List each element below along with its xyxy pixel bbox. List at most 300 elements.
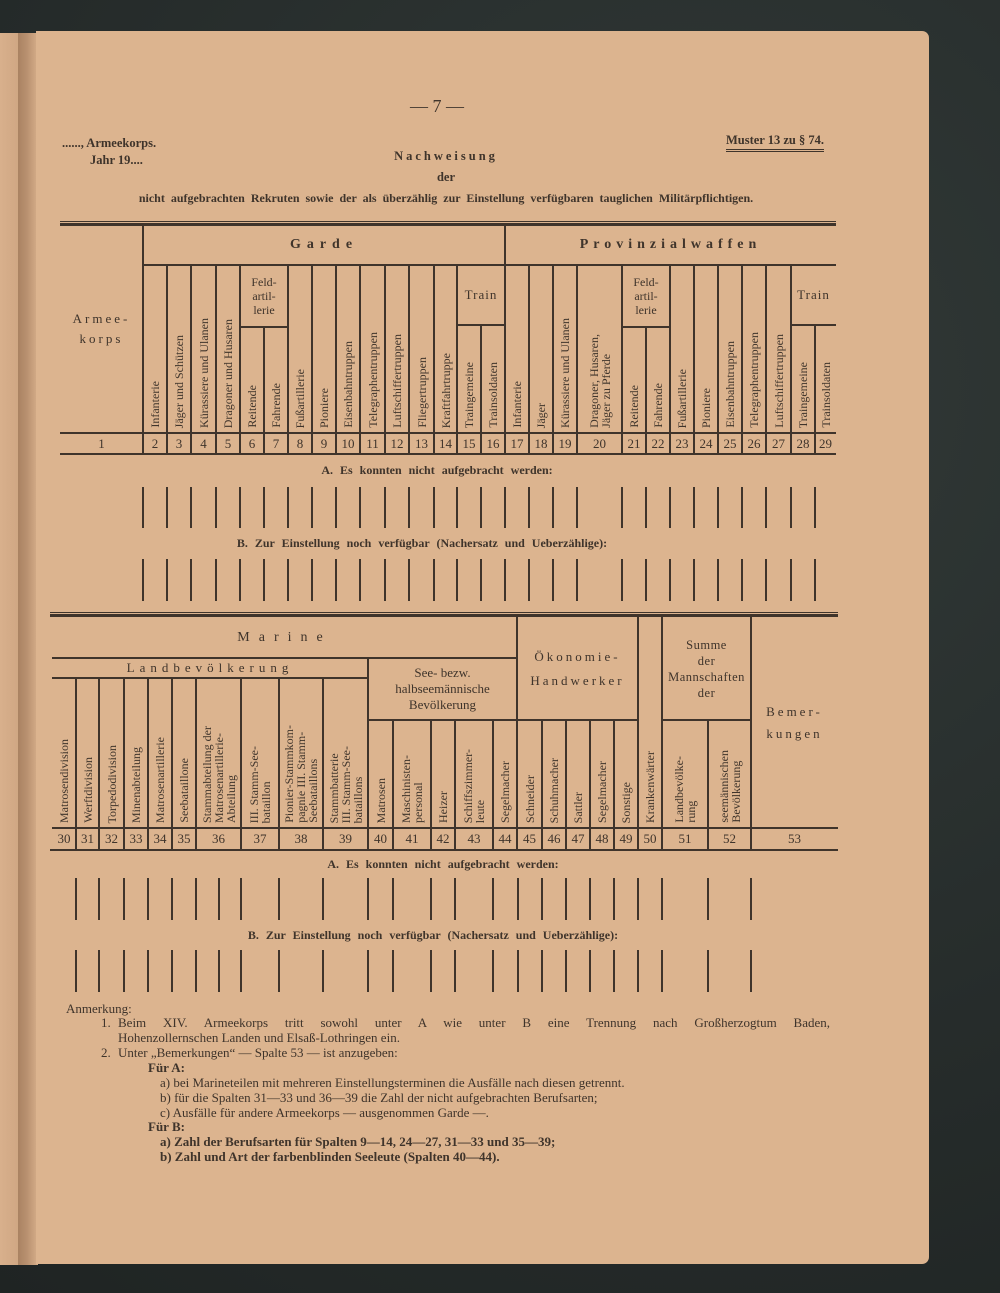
column-label: Heizer <box>436 791 450 823</box>
section-a-label: A. Es konnten nicht aufgebracht werden: <box>321 463 553 477</box>
entry-line <box>480 487 482 528</box>
column-number: 14 <box>439 436 452 451</box>
entry-line <box>75 878 77 920</box>
column-number: 27 <box>772 436 785 451</box>
column-label: Maschinisten- personal <box>399 755 425 823</box>
column-label: Krankenwärter <box>643 751 657 823</box>
vertical-rule <box>190 265 191 454</box>
vertical-rule <box>367 658 369 850</box>
entry-line <box>408 559 410 601</box>
column-label: Matrosendivision <box>57 739 71 823</box>
vertical-rule <box>287 265 288 454</box>
horizontal-rule <box>52 827 838 828</box>
vertical-rule <box>645 327 646 454</box>
document-subtitle: nicht aufgebrachten Rekruten sowie der als überzählig zur Einstellung verfügbaren tauglichen Militärpflichtigen. <box>138 191 754 205</box>
entry-line <box>123 878 125 920</box>
entry-line <box>147 950 149 992</box>
column-label: Reitende <box>627 385 641 428</box>
group-header-seebevoelkerung: See- bezw. halbseemännische Bevölkerung <box>395 665 490 712</box>
column-label: seemännischen Bevölkerung <box>716 750 743 823</box>
column-header <box>718 265 742 433</box>
column-header <box>196 678 241 828</box>
entry-line <box>492 950 494 992</box>
entry-line <box>456 559 458 601</box>
entry-line <box>456 487 458 528</box>
column-header <box>455 720 493 828</box>
entry-line <box>322 878 324 920</box>
column-number: 44 <box>498 831 512 846</box>
entry-line <box>433 487 435 528</box>
form-reference: Muster 13 zu § 74. <box>726 133 824 152</box>
column-header <box>52 678 76 828</box>
column-number: 23 <box>675 436 689 451</box>
vertical-rule <box>392 720 393 850</box>
column-label: Stammbatterie III. Stamm-See- bataillons <box>326 745 365 823</box>
previous-page-edge <box>0 33 20 1265</box>
column-label: Fußartillerie <box>675 368 689 428</box>
column-number: 2 <box>151 436 159 451</box>
column-header <box>517 720 542 828</box>
column-number: 42 <box>436 831 450 846</box>
column-number: 40 <box>374 831 387 846</box>
column-label: Schuhmacher <box>547 757 561 823</box>
column-number: 31 <box>81 831 94 846</box>
entry-line <box>195 950 197 992</box>
entry-line <box>637 878 639 920</box>
vertical-rule <box>166 265 167 454</box>
entry-line <box>311 487 313 528</box>
column-number: 24 <box>699 436 713 451</box>
column-number: 43 <box>467 831 481 846</box>
column-number: 9 <box>320 436 328 451</box>
entry-line <box>384 487 386 528</box>
entry-line <box>814 487 816 528</box>
column-number: 15 <box>462 436 476 451</box>
section-b-label: B. Zur Einstellung noch verfügbar (Nachersatz und Ueberzählige): <box>247 928 619 942</box>
entry-line <box>263 487 265 528</box>
vertical-rule <box>589 720 590 850</box>
column-header <box>505 265 529 433</box>
column-label: Fliegertruppen <box>414 357 429 428</box>
vertical-rule <box>621 265 622 454</box>
column-number: 26 <box>747 436 761 451</box>
entry-line <box>645 487 647 528</box>
entry-line <box>814 559 816 601</box>
column-label: Kraftfahrtruppe <box>438 352 453 428</box>
entry-line <box>480 559 482 601</box>
group-header-train-garde: Train <box>464 287 498 302</box>
column-label: Fahrende <box>651 383 665 428</box>
horizontal-rule <box>60 223 836 226</box>
column-number: 38 <box>294 831 308 846</box>
entry-line <box>123 950 125 992</box>
binding-shadow <box>18 33 38 1265</box>
column-number: 16 <box>486 436 500 451</box>
vertical-rule <box>790 265 791 454</box>
column-label: Eisenbahntruppen <box>341 341 355 428</box>
vertical-rule <box>278 678 279 850</box>
column-header <box>577 265 622 433</box>
vertical-rule <box>335 265 336 454</box>
column-number: 3 <box>175 436 183 451</box>
column-header <box>708 720 751 828</box>
column-number: 37 <box>253 831 267 846</box>
column-label: Reitende <box>245 385 259 428</box>
column-label: Stammabteilung der Matrosenartillerie- Abteilung <box>199 726 238 823</box>
entry-line <box>215 487 217 528</box>
title-der: der <box>436 170 456 184</box>
entry-line <box>215 559 217 601</box>
column-label: Traingemeine <box>796 361 810 428</box>
entry-line <box>166 559 168 601</box>
horizontal-rule <box>52 657 517 658</box>
column-header <box>457 325 481 433</box>
entry-line <box>717 487 719 528</box>
column-header <box>241 678 279 828</box>
vertical-rule <box>322 678 323 850</box>
entry-line <box>359 559 361 601</box>
horizontal-rule <box>368 719 638 720</box>
vertical-rule <box>492 720 493 850</box>
note-for-a-item: b) für die Spalten 31—33 und 36—39 die Zahl der nicht aufgebrachten Berufsarten; <box>160 1090 598 1105</box>
column-header <box>766 265 791 433</box>
column-number: 5 <box>224 436 232 451</box>
column-number: 20 <box>593 436 606 451</box>
entry-line <box>504 559 506 601</box>
column-number: 32 <box>105 831 118 846</box>
note-for-b-label: Für B: <box>148 1119 185 1134</box>
entry-line <box>195 878 197 920</box>
entry-line <box>278 950 280 992</box>
column-label: Dragoner, Husaren, Jäger zu Pferde <box>586 334 613 428</box>
note-text-continued: Hohenzollernschen Landen und Elsaß-Lothringen ein. <box>118 1030 400 1045</box>
entry-line <box>528 559 530 601</box>
vertical-rule <box>661 617 663 850</box>
column-number: 17 <box>510 436 524 451</box>
vertical-rule <box>541 720 542 850</box>
column-label: Telegraphentruppen <box>747 332 761 428</box>
column-header <box>279 678 323 828</box>
column-label: Sattler <box>571 791 585 823</box>
vertical-rule <box>707 720 708 850</box>
entry-line <box>287 559 289 601</box>
column-number: 12 <box>390 436 404 451</box>
column-header <box>368 720 393 828</box>
column-header <box>216 265 240 433</box>
entry-line <box>240 878 242 920</box>
entry-line <box>541 878 543 920</box>
column-header <box>240 327 264 433</box>
column-header <box>670 265 694 433</box>
column-header <box>493 720 517 828</box>
column-number: 19 <box>558 436 572 451</box>
column-number: 21 <box>627 436 641 451</box>
column-header <box>167 265 191 433</box>
vertical-rule <box>765 265 766 454</box>
vertical-rule <box>480 325 481 454</box>
vertical-rule <box>456 265 457 454</box>
vertical-rule <box>576 265 577 454</box>
column-label: Seebataillone <box>177 758 191 823</box>
column-header <box>481 325 505 433</box>
group-header-train-provinz: Train <box>797 287 830 302</box>
vertical-rule <box>195 678 196 850</box>
entry-line <box>322 950 324 992</box>
column-number: 36 <box>212 831 225 846</box>
entry-line <box>218 950 220 992</box>
entry-line <box>430 950 432 992</box>
vertical-rule <box>311 265 312 454</box>
entry-line <box>613 878 615 920</box>
entry-line <box>263 559 265 601</box>
entry-line <box>669 559 671 601</box>
column-number: 30 <box>57 831 71 846</box>
column-label: Minenabteilung <box>129 747 143 823</box>
column-number: 50 <box>643 831 657 846</box>
column-label: Matrosen <box>373 777 388 823</box>
entry-line <box>240 950 242 992</box>
entry-line <box>637 950 639 992</box>
vertical-rule <box>741 265 742 454</box>
horizontal-rule <box>60 221 836 222</box>
group-header-garde: Garde <box>289 237 359 252</box>
column-number: 35 <box>177 831 191 846</box>
entry-line <box>171 950 173 992</box>
note-for-a-item: c) Ausfälle für andere Armeekorps — ausgenommen Garde —. <box>160 1105 489 1120</box>
vertical-rule <box>717 265 718 454</box>
column-number: 22 <box>651 436 665 451</box>
column-header <box>815 325 836 433</box>
entry-line <box>190 487 192 528</box>
column-number: 34 <box>153 831 167 846</box>
column-label: Segelmacher <box>498 761 512 823</box>
group-header-feldartillerie-garde: Feld- artil- lerie <box>251 275 277 317</box>
entry-line <box>589 950 591 992</box>
column-header <box>431 720 455 828</box>
vertical-rule <box>239 265 240 454</box>
vertical-rule <box>814 325 815 454</box>
vertical-rule <box>516 617 518 850</box>
column-number: 45 <box>523 831 536 846</box>
column-header <box>393 720 431 828</box>
column-number: 51 <box>678 831 692 846</box>
column-number: 8 <box>296 436 304 451</box>
vertical-rule <box>637 617 639 850</box>
column-label: Schiffszimmer- leute <box>461 748 487 823</box>
column-label: Jäger <box>534 402 548 428</box>
entry-line <box>278 878 280 920</box>
section-b-label: B. Zur Einstellung noch verfügbar (Nachersatz und Ueberzählige): <box>236 536 608 550</box>
entry-line <box>335 559 337 601</box>
column-label: Schneider <box>522 775 537 823</box>
entry-line <box>707 950 709 992</box>
entry-line <box>589 878 591 920</box>
column-number: 48 <box>595 831 609 846</box>
column-number: 29 <box>819 436 832 451</box>
entry-line <box>552 487 554 528</box>
column-label: Trainsoldaten <box>486 362 500 428</box>
column-label: Kürassiere und Ulanen <box>558 318 572 428</box>
entry-line <box>433 559 435 601</box>
column-number: 47 <box>571 831 585 846</box>
column-label: Dragoner und Husaren <box>221 318 235 428</box>
column-label: Fahrende <box>269 383 283 428</box>
entry-line <box>613 950 615 992</box>
column-header <box>566 720 590 828</box>
entry-line <box>693 487 695 528</box>
column-header-bemerkungen: Bemer- kungen <box>766 703 823 741</box>
entry-line <box>367 950 369 992</box>
entry-line <box>239 559 241 601</box>
entry-line <box>218 878 220 920</box>
vertical-rule <box>384 265 385 454</box>
column-number: 6 <box>248 436 256 451</box>
column-number: 49 <box>619 831 633 846</box>
note-for-a-label: Für A: <box>148 1060 185 1075</box>
column-label: III. Stamm-See- bataillon <box>247 745 273 823</box>
column-label: Pioniere <box>317 388 331 428</box>
entry-line <box>311 559 313 601</box>
column-label: Traingemeine <box>462 361 476 428</box>
section-a-label: A. Es konnten nicht aufgebracht werden: <box>327 857 559 871</box>
column-number: 11 <box>366 436 379 451</box>
column-header <box>434 265 457 433</box>
column-header <box>76 678 99 828</box>
column-header <box>622 327 646 433</box>
entry-line <box>454 950 456 992</box>
entry-line <box>171 878 173 920</box>
column-label: Eisenbahntruppen <box>723 341 737 428</box>
note-for-b-item: a) Zahl der Berufsarten für Spalten 9—14, 24—27, 31—33 und 35—39; <box>160 1134 556 1149</box>
vertical-rule <box>750 617 752 850</box>
entry-line <box>287 487 289 528</box>
vertical-rule <box>552 265 553 454</box>
group-header-landbevoelkerung: Landbevölkerung <box>126 660 294 675</box>
entry-line <box>142 487 144 528</box>
entry-line <box>576 559 578 601</box>
group-header-oekonomie-handwerker: Ökonomie- Handwerker <box>530 648 625 688</box>
column-label: Pioniere <box>699 388 713 428</box>
entry-line <box>190 559 192 601</box>
column-label: Landbevölke- rung <box>672 756 698 823</box>
vertical-rule <box>454 720 455 850</box>
entry-line <box>239 487 241 528</box>
note-number: 2. <box>101 1045 111 1060</box>
entry-line <box>454 878 456 920</box>
entry-line <box>741 559 743 601</box>
column-header <box>360 265 385 433</box>
vertical-rule <box>123 678 124 850</box>
vertical-rule <box>171 678 172 850</box>
entry-line <box>528 487 530 528</box>
entry-line <box>790 559 792 601</box>
note-for-b-item: b) Zahl und Art der farbenblinden Seeleute (Spalten 40—44). <box>160 1149 500 1164</box>
column-header <box>542 720 566 828</box>
vertical-rule <box>528 265 529 454</box>
vertical-rule <box>433 265 434 454</box>
entry-line <box>359 487 361 528</box>
note-text: Beim XIV. Armeekorps tritt sowohl unter A wie unter B eine Trennung nach Großherzogtum Baden, <box>118 1015 830 1030</box>
group-header-summe: Summe der Mannschaften der <box>668 637 745 700</box>
column-header <box>662 720 708 828</box>
entry-line <box>661 950 663 992</box>
entry-line <box>367 878 369 920</box>
horizontal-rule <box>50 849 838 852</box>
column-number: 33 <box>129 831 143 846</box>
column-header <box>638 617 662 828</box>
column-header <box>742 265 766 433</box>
entry-line <box>669 487 671 528</box>
entry-line <box>621 559 623 601</box>
entry-line <box>765 559 767 601</box>
entry-line <box>430 878 432 920</box>
page-number: — 7 — <box>410 96 464 116</box>
entry-line <box>517 950 519 992</box>
column-number: 7 <box>272 436 280 451</box>
column-label: Luftschiffertruppen <box>390 334 404 428</box>
entry-line <box>565 950 567 992</box>
vertical-rule <box>613 720 614 850</box>
column-header <box>336 265 360 433</box>
note-number: 1. <box>101 1015 111 1030</box>
column-header <box>143 265 167 433</box>
entry-line <box>166 487 168 528</box>
column-number: 41 <box>405 831 419 846</box>
column-number: 25 <box>723 436 737 451</box>
horizontal-rule <box>50 612 838 613</box>
vertical-rule <box>147 678 148 850</box>
column-label: Infanterie <box>148 381 162 428</box>
column-header <box>529 265 553 433</box>
column-label: Trainsoldaten <box>818 362 833 428</box>
column-header <box>694 265 718 433</box>
column-number: 28 <box>796 436 810 451</box>
column-label: Matrosenartillerie <box>153 737 167 823</box>
document-title: Nachweisung <box>394 149 498 163</box>
entry-line <box>750 950 752 992</box>
vertical-rule <box>430 720 431 850</box>
column-number: 13 <box>415 436 428 451</box>
column-header <box>323 678 368 828</box>
group-header-provinzialwaffen: Provinzialwaffen <box>579 237 762 252</box>
entry-line <box>645 559 647 601</box>
entry-line <box>392 878 394 920</box>
column-header <box>553 265 577 433</box>
column-number: 53 <box>788 831 801 846</box>
group-header-marine: Marine <box>237 629 332 645</box>
vertical-rule <box>669 265 670 454</box>
entry-line <box>541 950 543 992</box>
note-for-a-item: a) bei Marineteilen mit mehreren Einstellungsterminen die Ausfälle nach diesen getrennt. <box>160 1075 625 1090</box>
column-header <box>124 678 148 828</box>
entry-line <box>707 878 709 920</box>
column-header <box>646 327 670 433</box>
entry-line <box>517 878 519 920</box>
column-label: Infanterie <box>510 381 524 428</box>
horizontal-rule <box>50 614 838 617</box>
column-label: Werftdivision <box>80 757 95 823</box>
horizontal-rule <box>60 432 836 433</box>
column-header <box>312 265 336 433</box>
column-number: 4 <box>200 436 207 451</box>
entry-line <box>717 559 719 601</box>
column-number: 18 <box>534 436 548 451</box>
entry-line <box>661 878 663 920</box>
notes-heading: Anmerkung: <box>66 1001 132 1016</box>
column-header <box>172 678 196 828</box>
horizontal-rule <box>143 264 836 265</box>
vertical-rule <box>240 678 241 850</box>
